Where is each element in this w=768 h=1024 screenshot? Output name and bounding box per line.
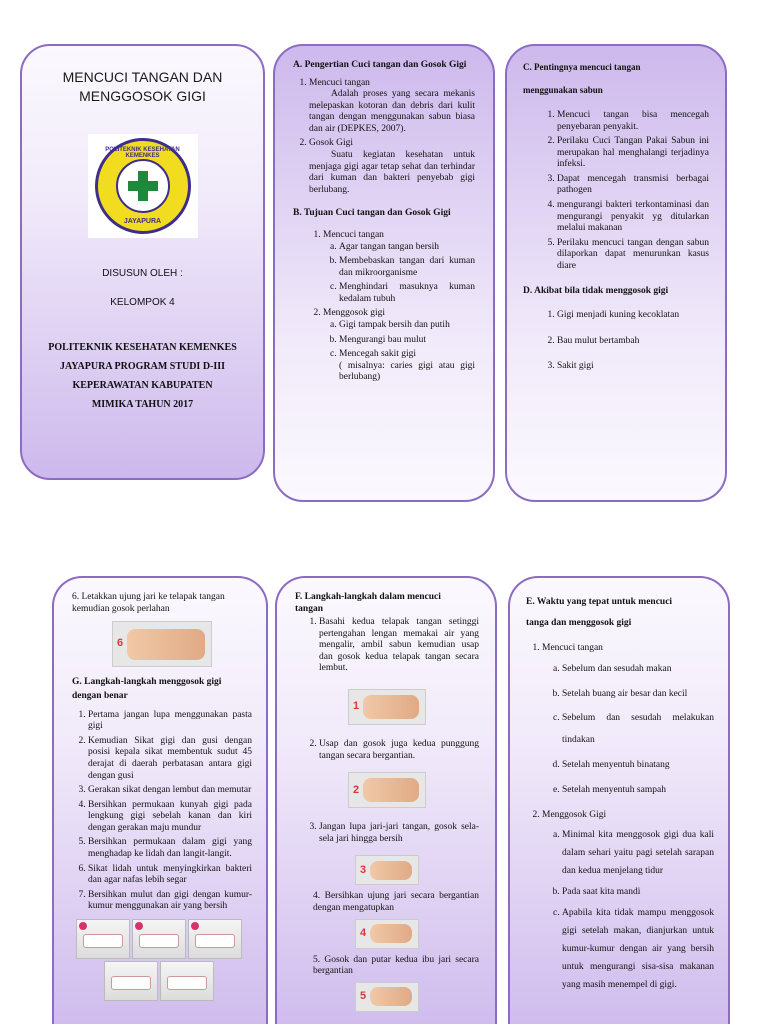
cover-title xyxy=(22,68,263,106)
list-item: 2. Menggosok gigi a. Gigi tampak bersih dan putih b. Mengurangi bau mulut c. Mencegah sakit gigi ( misalnya: caries gigi atau gigi berlubang) xyxy=(323,308,475,383)
list-item: 2. Perilaku Cuci Tangan Pakai Sabun ini merupakan hal menghalangi terjadinya infeksi. xyxy=(557,136,709,171)
handwash-step3-image: 3 xyxy=(355,855,419,885)
list-item: e. Setelah menyentuh sampah xyxy=(562,780,714,802)
list-item: c. Menghindari masuknya kuman kedalam tubuh xyxy=(339,282,475,305)
list-item: 1. Pertama jangan lupa menggunakan pasta gigi xyxy=(88,710,252,733)
pengertian-list xyxy=(293,78,475,197)
gosok-gigi-steps xyxy=(72,710,252,913)
list-item: b. Setelah buang air besar dan kecil xyxy=(562,684,714,706)
disusun-label: DISUSUN OLEH : xyxy=(102,267,183,279)
list-item: 3. Sakit gigi xyxy=(557,361,709,373)
definition-text: Adalah proses yang secara mekanis melepaskan kotoran dan debris dari kulit tangan dengan menggunakan sabun biasa dan air (DEPKES, 2007). xyxy=(309,89,475,134)
list-item: c. Sebelum dan sesudah melakukan tindakan xyxy=(562,708,714,752)
list-item: b. Pada saat kita mandi xyxy=(562,883,714,901)
list-item: 3. Dapat mencegah transmisi berbagai pathogen xyxy=(557,174,709,197)
list-item: 1. Mencuci tangan a. Sebelum dan sesudah makan b. Setelah buang air besar dan kecil c. Sebelum dan sesudah melakukan tindakan d. Setelah menyentuh binatang e. Setelah menyentuh sampah xyxy=(542,638,714,802)
list-item: a. Gigi tampak bersih dan putih xyxy=(339,320,475,332)
logo-arc-text: POLITEKNIK KESEHATAN KEMENKES xyxy=(105,146,180,159)
handwash-step1-image: 1 xyxy=(348,689,426,725)
definition-text: Suatu kegiatan kesehatan untuk menjaga gigi agar tetap sehat dan terhindar dari kuman dan bakteri penyebab gigi berlubang. xyxy=(309,150,475,195)
pentingnya-list xyxy=(523,110,709,273)
akibat-list xyxy=(523,310,709,373)
list-item: 2. Usap dan gosok juga kedua punggung tangan secara bergantian. xyxy=(319,739,479,762)
list-item: 1. Mencuci tangan bisa mencegah penyebaran penyakit. xyxy=(557,110,709,133)
panel-a-b xyxy=(273,44,495,502)
list-item: 2. Gosok Gigi Suatu kegiatan kesehatan untuk menjaga gigi agar tetap sehat dan terhindar dari kuman dan bakteri penyebab gigi berlubang. xyxy=(309,138,475,196)
inst-line-1: POLITEKNIK KESEHATAN KEMENKES xyxy=(48,341,237,353)
list-item: 2. Kemudian Sikat gigi dan gusi dengan posisi kepala sikat membentuk sudut 45 derajat di daerah perbatasan antara gigi dengan gusi xyxy=(88,736,252,782)
step6-text: 6. Letakkan ujung jari ke telapak tangan kemudian gosok perlahan xyxy=(72,592,225,614)
list-item: 2. Bau mulut bertambah xyxy=(557,336,709,348)
heading-waktu: E. Waktu yang tepat untuk mencuci tanga dan menggosok gigi xyxy=(526,597,673,628)
list-item: a. Sebelum dan sesudah makan xyxy=(562,659,714,681)
list-item: 7. Bersihkan mulut dan gigi dengan kumur-kumur menggunakan air yang bersih xyxy=(88,890,252,913)
list-item: b. Mengurangi bau mulut xyxy=(339,335,475,347)
cuci-tangan-steps xyxy=(295,617,479,675)
tooth-image xyxy=(104,961,158,1001)
tooth-image xyxy=(188,919,242,959)
handwash-step5-text: 5. Gosok dan putar kedua ibu jari secara bergantian xyxy=(313,954,479,977)
list-item: 3. Jangan lupa jari-jari tangan, gosok sela-sela jari hingga bersih xyxy=(319,822,479,845)
heading-akibat: D. Akibat bila tidak menggosok gigi xyxy=(523,286,669,297)
cover-title-line2: MENGGOSOK GIGI xyxy=(79,87,206,104)
heading-pengertian: A. Pengertian Cuci tangan dan Gosok Gigi xyxy=(293,60,467,70)
list-item: 2. Menggosok Gigi a. Minimal kita menggosok gigi dua kali dalam sehari yaitu pagi setelah sarapan dan kedua menjelang tidur b. Pada saat kita mandi c. Apabila kita tidak mampu menggosok gigi setelah makan, dianjurkan untuk kumur-kumur dengan air yang bersih untuk mengurangi sisa-sisa makanan yang masih menempel di gigi. xyxy=(542,805,714,994)
list-item: 1. Gigi menjadi kuning kecoklatan xyxy=(557,310,709,322)
institution-name xyxy=(22,338,263,414)
handwash-step4-text: 4. Bersihkan ujung jari secara bergantian dengan mengatupkan xyxy=(313,891,479,913)
panel-g xyxy=(52,576,268,1024)
list-item: 6. Sikat lidah untuk menyingkirkan bakteri dan agar nafas lebih segar xyxy=(88,864,252,887)
list-item: 4. mengurangi bakteri terkontaminasi dan mengurangi penyakit yg ditularkan melalui makanan xyxy=(557,200,709,235)
tooth-image xyxy=(132,919,186,959)
kelompok-label: KELOMPOK 4 xyxy=(110,296,175,308)
logo-inner-circle xyxy=(116,159,170,213)
toothbrushing-images xyxy=(76,919,248,1001)
logo-bottom-text: JAYAPURA xyxy=(123,217,162,225)
heading-tujuan: B. Tujuan Cuci tangan dan Gosok Gigi xyxy=(293,208,451,219)
waktu-list xyxy=(526,638,714,994)
list-item: c. Apabila kita tidak mampu menggosok gigi setelah makan, dianjurkan untuk kumur-kumur dengan air yang bersih untuk mengurangi sisa-sisa makanan yang masih menempel di gigi. xyxy=(562,904,714,994)
handwash-step5-image: 5 xyxy=(355,982,419,1012)
inst-line-2: JAYAPURA PROGRAM STUDI D-III xyxy=(59,360,226,372)
inst-line-3: KEPERAWATAN KABUPATEN xyxy=(72,379,213,391)
handwash-step2-image: 2 xyxy=(348,772,426,808)
tooth-image xyxy=(160,961,214,1001)
tooth-image xyxy=(76,919,130,959)
heading-pentingnya: C. Pentingnya mencuci tangan menggunakan sabun xyxy=(523,62,641,95)
panel-c-d xyxy=(505,44,727,502)
list-item: 5. Bersihkan permukaan dalam gigi yang menghadap ke lidah dan langit-langit. xyxy=(88,837,252,860)
panel-f xyxy=(275,576,497,1024)
cover-title-line1: MENCUCI TANGAN DAN xyxy=(62,69,223,85)
list-item: 4. Bersihkan permukaan kunyah gigi pada lengkung gigi sebelah kanan dan kiri dengan gerakan maju mundur xyxy=(88,800,252,835)
list-item: a. Minimal kita menggosok gigi dua kali dalam sehari yaitu pagi setelah sarapan dan kedua menjelang tidur xyxy=(562,826,714,880)
handwash-step6-image: 6 xyxy=(112,621,212,667)
tujuan-list xyxy=(293,230,475,384)
list-item: 1. Mencuci tangan Adalah proses yang secara mekanis melepaskan kotoran dan debris dari kulit tangan dengan menggunakan sabun biasa dan air (DEPKES, 2007). xyxy=(309,78,475,136)
list-item: a. Agar tangan tangan bersih xyxy=(339,242,475,254)
handwash-step4-image: 4 xyxy=(355,919,419,949)
list-item: b. Membebaskan tangan dari kuman dan mikroorganisme xyxy=(339,256,475,279)
list-item: 1. Mencuci tangan a. Agar tangan tangan bersih b. Membebaskan tangan dari kuman dan mikroorganisme c. Menghindari masuknya kuman kedalam tubuh xyxy=(323,230,475,305)
list-item: 5. Perilaku mencuci tangan dengan sabun dilaporkan dapat menurunkan kasus diare xyxy=(557,238,709,273)
list-item: 1. Basahi kedua telapak tangan setinggi pertengahan lengan memakai air yang mengalir, ambil sabun kemudian usap dan gosok kedua telapak tangan secara lembut. xyxy=(319,617,479,675)
list-item: d. Setelah menyentuh binatang xyxy=(562,755,714,777)
logo-emblem xyxy=(95,138,191,234)
list-item: 3. Gerakan sikat dengan lembut dan memutar xyxy=(88,785,252,797)
institution-logo xyxy=(88,134,198,238)
cover-panel xyxy=(20,44,265,480)
heading-langkah-cuci-tangan: F. Langkah-langkah dalam mencuci tangan xyxy=(295,592,441,614)
list-item: c. Mencegah sakit gigi ( misalnya: caries gigi atau gigi berlubang) xyxy=(339,349,475,384)
note-text: ( misalnya: caries gigi atau gigi berlubang) xyxy=(339,360,475,383)
panel-e xyxy=(508,576,730,1024)
inst-line-4: MIMIKA TAHUN 2017 xyxy=(91,398,194,410)
heading-langkah-gosok-gigi: G. Langkah-langkah menggosok gigi dengan benar xyxy=(72,677,222,702)
